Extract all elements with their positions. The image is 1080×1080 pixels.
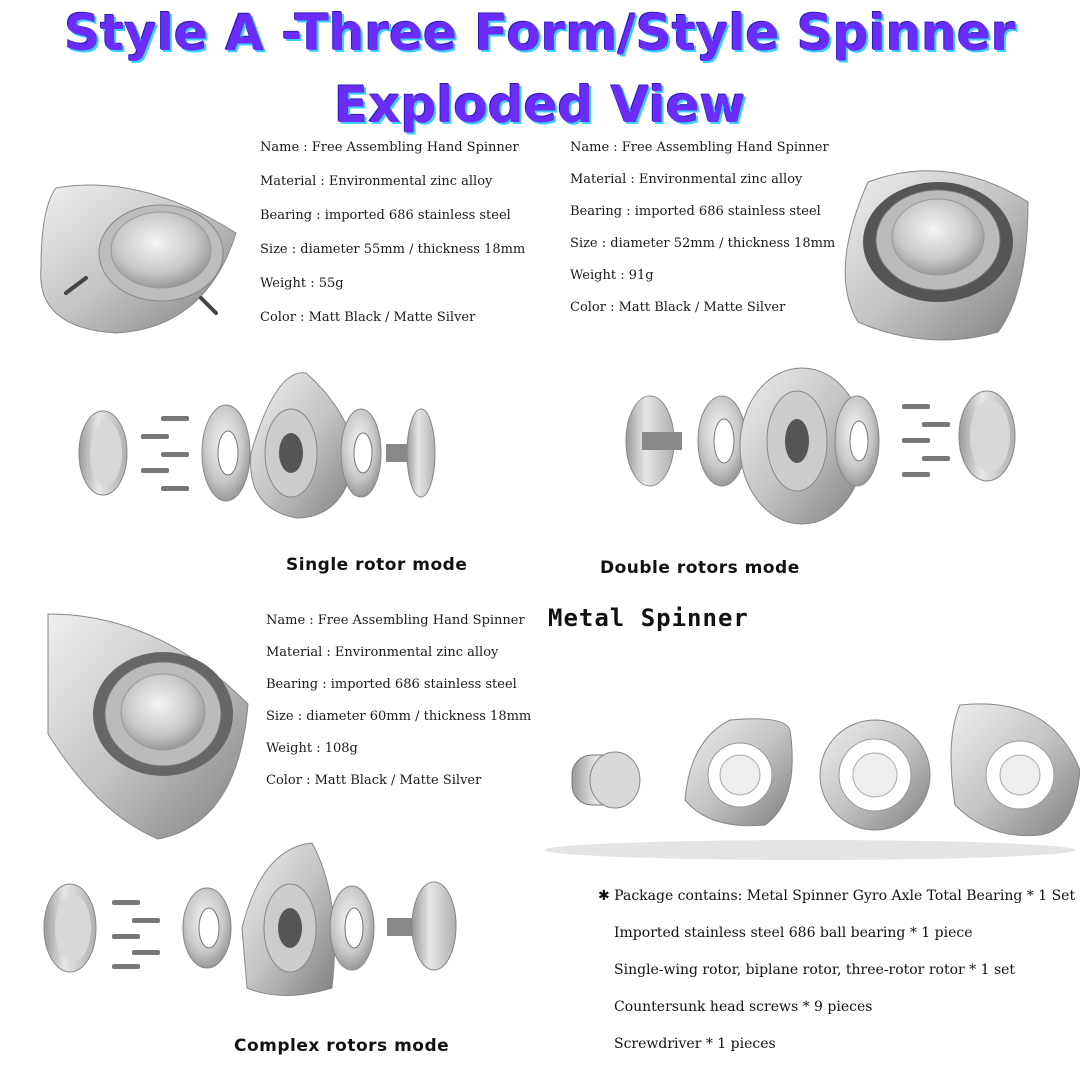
spec-name: Name : Free Assembling Hand Spinner <box>260 140 519 155</box>
package-line: Countersunk head screws * 9 pieces <box>614 999 873 1015</box>
spec-size: Size : diameter 52mm / thickness 18mm <box>570 236 836 251</box>
package-line: Imported stainless steel 686 ball bearing * 1 piece <box>614 925 973 941</box>
spec-color: Color : Matt Black / Matte Silver <box>570 300 786 315</box>
spec-material: Material : Environmental zinc alloy <box>266 645 499 660</box>
complex-rotor-exploded-view <box>42 838 472 1008</box>
double-rotor-spinner-image <box>828 162 1038 352</box>
package-line: ✱ Package contains: Metal Spinner Gyro Axle Total Bearing * 1 Set <box>598 888 1076 904</box>
spec-material: Material : Environmental zinc alloy <box>260 174 493 189</box>
spec-bearing: Bearing : imported 686 stainless steel <box>570 204 821 219</box>
spec-size: Size : diameter 55mm / thickness 18mm <box>260 242 526 257</box>
spec-weight: Weight : 55g <box>260 276 344 291</box>
package-line: Screwdriver * 1 pieces <box>614 1036 776 1052</box>
spec-size: Size : diameter 60mm / thickness 18mm <box>266 709 532 724</box>
single-rotor-mode-label: Single rotor mode <box>286 555 468 575</box>
components-image <box>540 700 1080 870</box>
page-title: Style A -Three Form/Style Spinner <box>64 4 1016 62</box>
spec-name: Name : Free Assembling Hand Spinner <box>266 613 525 628</box>
complex-rotor-spinner-image <box>38 614 258 844</box>
double-rotor-exploded-view <box>622 366 1022 526</box>
package-line: Single-wing rotor, biplane rotor, three-rotor rotor * 1 set <box>614 962 1016 978</box>
complex-rotor-specs <box>266 611 531 803</box>
single-rotor-specs <box>260 138 525 342</box>
spec-color: Color : Matt Black / Matte Silver <box>266 773 482 788</box>
spec-weight: Weight : 108g <box>266 741 358 756</box>
double-rotor-specs <box>570 138 835 330</box>
spec-bearing: Bearing : imported 686 stainless steel <box>260 208 511 223</box>
complex-rotors-mode-label: Complex rotors mode <box>234 1036 450 1056</box>
brand-title: Metal Spinner <box>548 604 749 632</box>
single-rotor-exploded-view <box>76 368 446 518</box>
spec-color: Color : Matt Black / Matte Silver <box>260 310 476 325</box>
spec-weight: Weight : 91g <box>570 268 654 283</box>
spec-material: Material : Environmental zinc alloy <box>570 172 803 187</box>
single-rotor-spinner-image <box>36 178 246 338</box>
page-subtitle: Exploded View <box>334 76 746 134</box>
spec-bearing: Bearing : imported 686 stainless steel <box>266 677 517 692</box>
package-contents <box>598 886 1075 1071</box>
spec-name: Name : Free Assembling Hand Spinner <box>570 140 829 155</box>
double-rotors-mode-label: Double rotors mode <box>600 558 800 578</box>
